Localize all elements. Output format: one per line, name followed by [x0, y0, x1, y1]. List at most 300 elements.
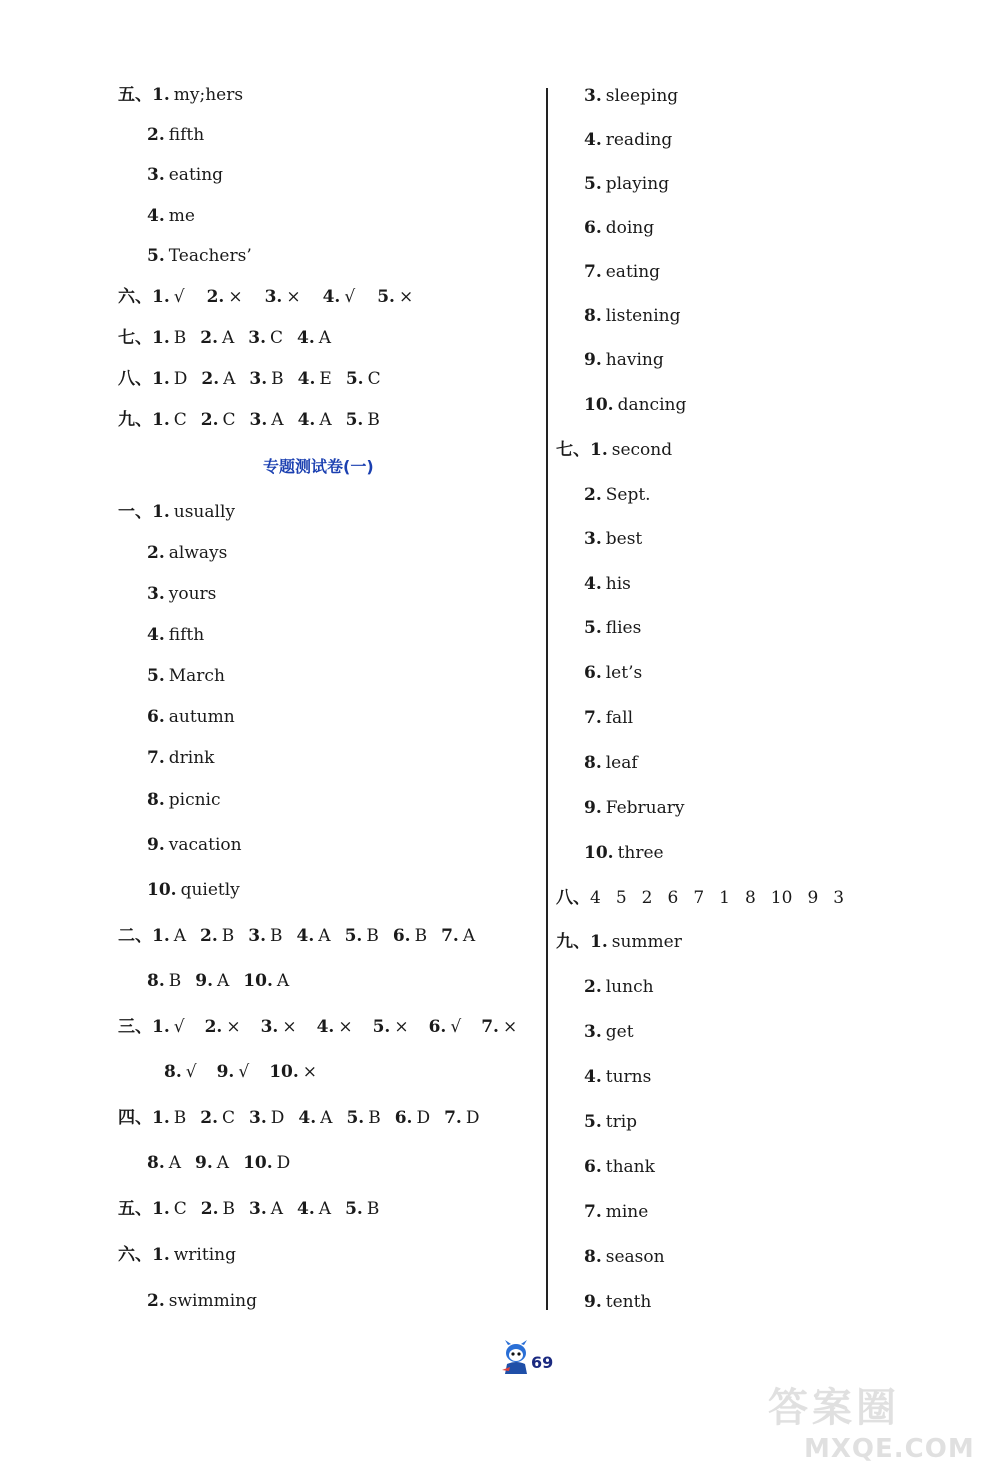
sequence-number: 10 [770, 888, 793, 908]
item-number: 2. [201, 369, 220, 389]
sequence-number: 9 [807, 888, 819, 908]
answer-item [164, 1057, 197, 1087]
item-answer: thank [605, 1157, 655, 1177]
section-label: 九、 [556, 932, 590, 952]
answer-line [584, 345, 664, 375]
item-number: 4. [297, 328, 315, 348]
answer-item [205, 1012, 241, 1042]
answer-item [298, 364, 332, 394]
item-answer: A [222, 328, 235, 348]
item-answer: C [222, 1108, 236, 1128]
item-answer: get [605, 1022, 634, 1042]
answer-item [152, 1012, 185, 1042]
answer-line [147, 579, 216, 609]
item-answer: B [367, 410, 380, 430]
item-answer: leaf [605, 753, 638, 773]
answer-item [429, 1012, 462, 1042]
answer-item [200, 323, 234, 353]
item-answer: vacation [168, 835, 242, 855]
item-number: 2. [147, 125, 165, 145]
item-answer: C [270, 328, 284, 348]
answer-item [345, 921, 379, 951]
answer-item [265, 282, 301, 312]
item-answer: A [318, 328, 332, 348]
answer-item [201, 364, 235, 394]
item-answer: D [270, 1108, 285, 1128]
item-answer: × [394, 1017, 409, 1037]
item-number: 3. [249, 1199, 267, 1219]
item-answer: D [465, 1108, 480, 1128]
answer-item [147, 1148, 181, 1178]
item-number: 6. [392, 926, 411, 946]
item-answer: usually [173, 502, 235, 522]
section-label: 三、 [118, 1017, 152, 1037]
answer-item [152, 921, 186, 951]
answer-item [217, 1057, 250, 1087]
item-answer: quietly [180, 880, 240, 900]
answer-line [147, 1286, 257, 1316]
answer-line [556, 927, 682, 957]
answer-item [195, 966, 229, 996]
item-answer: listening [605, 306, 681, 326]
item-answer: B [414, 926, 428, 946]
item-number: 9. [584, 1292, 602, 1312]
item-answer: season [605, 1247, 665, 1267]
answer-line [584, 658, 642, 688]
item-answer: doing [605, 218, 655, 238]
answer-line [584, 1107, 637, 1137]
answer-line [584, 390, 686, 420]
item-number: 10. [584, 395, 614, 415]
item-answer: √ [450, 1017, 462, 1037]
item-number: 2. [584, 485, 602, 505]
item-number: 1. [590, 932, 608, 952]
answer-row [118, 1103, 493, 1133]
answer-item [152, 405, 187, 435]
answer-item [147, 966, 181, 996]
answer-line [584, 569, 631, 599]
item-number: 3. [249, 410, 268, 430]
item-answer: playing [605, 174, 670, 194]
item-number: 9. [216, 1062, 235, 1082]
item-answer: D [276, 1153, 291, 1173]
item-answer: C [367, 369, 381, 389]
column-divider [546, 88, 548, 1310]
item-answer: his [605, 574, 631, 594]
item-number: 9. [147, 835, 165, 855]
item-number: 4. [584, 1067, 602, 1087]
item-answer: reading [605, 130, 673, 150]
item-number: 4. [316, 1017, 335, 1037]
section-label: 一、 [118, 502, 152, 522]
item-answer: C [173, 410, 187, 430]
item-number: 8. [147, 971, 165, 991]
section-label: 六、 [118, 1245, 152, 1265]
item-answer: A [223, 369, 236, 389]
item-answer: √ [238, 1062, 250, 1082]
item-answer: B [366, 926, 379, 946]
item-answer: B [366, 1199, 380, 1219]
item-answer: summer [611, 932, 682, 952]
item-number: 3. [260, 1017, 279, 1037]
watermark-logo-text: 答案圈 [768, 1385, 900, 1431]
answer-item [444, 1103, 479, 1133]
sequence-number: 3 [833, 888, 845, 908]
item-answer: B [270, 926, 283, 946]
item-number: 2. [206, 287, 225, 307]
item-number: 2. [200, 1108, 218, 1128]
item-answer: × [282, 1017, 297, 1037]
item-answer: turns [605, 1067, 652, 1087]
answer-item [317, 1012, 353, 1042]
item-answer: eating [605, 262, 661, 282]
item-answer: February [605, 798, 685, 818]
item-number: 4. [147, 206, 165, 226]
item-answer: eating [168, 165, 224, 185]
answer-line [584, 257, 660, 287]
item-answer: March [168, 666, 225, 686]
item-answer: B [173, 328, 187, 348]
item-number: 3. [248, 328, 267, 348]
item-answer: × [502, 1017, 518, 1037]
sequence-number: 7 [693, 888, 705, 908]
section-label: 九、 [118, 410, 152, 430]
answer-item [481, 1012, 517, 1042]
item-answer: √ [173, 1017, 185, 1037]
answer-line [147, 661, 225, 691]
answer-line [118, 497, 235, 527]
item-answer: A [462, 926, 476, 946]
item-number: 6. [584, 663, 602, 683]
item-number: 1. [152, 502, 170, 522]
item-number: 2. [584, 977, 602, 997]
item-answer: D [416, 1108, 431, 1128]
item-number: 9. [195, 1153, 213, 1173]
sequence-number: 6 [667, 888, 679, 908]
item-answer: B [221, 926, 235, 946]
answer-line [584, 1242, 665, 1272]
section-label: 五、 [118, 85, 152, 105]
item-answer: × [338, 1017, 353, 1037]
section-label: 七、 [118, 328, 152, 348]
answer-line [118, 80, 243, 110]
item-number: 3. [584, 86, 602, 106]
section-label: 八、 [118, 369, 152, 389]
answer-line [147, 620, 204, 650]
item-number: 8. [164, 1062, 182, 1082]
item-number: 6. [584, 218, 602, 238]
item-number: 5. [584, 1112, 602, 1132]
item-answer: × [302, 1062, 318, 1082]
answer-item [201, 1194, 235, 1224]
item-number: 2. [200, 328, 218, 348]
item-number: 9. [584, 798, 602, 818]
page-number: 69 [531, 1353, 554, 1372]
item-number: 2. [200, 410, 219, 430]
item-answer: picnic [168, 790, 221, 810]
answer-line [584, 1062, 651, 1092]
answer-line [147, 830, 242, 860]
answer-row [118, 364, 395, 394]
item-answer: A [318, 926, 331, 946]
item-number: 2. [204, 1017, 223, 1037]
item-number: 4. [322, 287, 341, 307]
item-answer: A [318, 1199, 332, 1219]
item-answer: three [617, 843, 664, 863]
item-answer: A [319, 410, 332, 430]
answer-line [584, 1197, 648, 1227]
item-number: 5. [584, 618, 602, 638]
sequence-number: 8 [744, 888, 756, 908]
answer-item [346, 405, 380, 435]
answer-item [298, 1103, 332, 1133]
item-answer: Sept. [605, 485, 651, 505]
item-number: 3. [584, 1022, 602, 1042]
item-number: 9. [195, 971, 213, 991]
item-answer: A [168, 1153, 182, 1173]
answer-line [584, 703, 633, 733]
item-number: 10. [584, 843, 614, 863]
item-answer: A [320, 1108, 333, 1128]
item-number: 8. [584, 1247, 602, 1267]
item-number: 8. [584, 753, 602, 773]
answer-line [147, 160, 223, 190]
item-answer: A [270, 1199, 284, 1219]
item-answer: sleeping [605, 86, 679, 106]
item-number: 1. [152, 1108, 170, 1128]
item-number: 6. [428, 1017, 447, 1037]
answer-item [248, 323, 283, 353]
item-number: 7. [441, 926, 459, 946]
sequence-number: 4 [590, 888, 601, 908]
item-answer: A [216, 1153, 230, 1173]
answer-line [584, 1287, 651, 1317]
answer-item [249, 1103, 284, 1133]
item-answer: always [168, 543, 228, 563]
answer-line [584, 838, 664, 868]
item-number: 5. [147, 666, 165, 686]
answer-item [152, 364, 187, 394]
answer-line [147, 785, 221, 815]
answer-line [584, 748, 638, 778]
answer-line [584, 213, 654, 243]
item-number: 8. [147, 1153, 165, 1173]
item-number: 7. [444, 1108, 462, 1128]
answer-item [248, 921, 282, 951]
item-number: 1. [152, 328, 170, 348]
answer-line [584, 524, 642, 554]
answer-line [584, 169, 669, 199]
answer-item [323, 282, 356, 312]
answer-item [243, 966, 289, 996]
item-answer: dancing [617, 395, 687, 415]
item-answer: × [286, 287, 301, 307]
answer-item [261, 1012, 297, 1042]
item-number: 6. [147, 707, 165, 727]
item-number: 1. [152, 287, 170, 307]
answer-row [164, 1057, 337, 1087]
item-answer: having [605, 350, 664, 370]
item-number: 7. [584, 1202, 602, 1222]
item-answer: C [173, 1199, 187, 1219]
item-number: 1. [152, 1017, 170, 1037]
item-number: 5. [345, 1199, 363, 1219]
answer-line [584, 613, 641, 643]
item-answer: autumn [168, 707, 235, 727]
item-number: 3. [248, 926, 267, 946]
item-number: 7. [147, 748, 165, 768]
watermark-url: MXQE.COM [804, 1434, 975, 1464]
answer-row [118, 323, 345, 353]
test-title: 专题测试卷(一) [263, 457, 374, 476]
item-number: 7. [584, 708, 602, 728]
item-answer: × [228, 287, 243, 307]
item-number: 5. [345, 369, 364, 389]
item-number: 3. [584, 529, 602, 549]
answer-item [207, 282, 243, 312]
answer-row [118, 405, 394, 435]
item-number: 8. [147, 790, 165, 810]
answer-line [147, 241, 252, 271]
answer-line [147, 743, 214, 773]
item-number: 7. [481, 1017, 499, 1037]
answer-row [118, 1012, 537, 1042]
item-answer: drink [168, 748, 215, 768]
item-number: 5. [346, 1108, 365, 1128]
item-answer: fifth [168, 125, 205, 145]
section-label: 四、 [118, 1108, 152, 1128]
section-label: 八、 [556, 888, 590, 908]
item-number: 4. [296, 926, 315, 946]
answer-line [584, 301, 680, 331]
answer-item [200, 921, 234, 951]
item-number: 4. [298, 1108, 317, 1128]
item-answer: second [611, 440, 673, 460]
answer-row [118, 1194, 393, 1224]
item-answer: A [217, 971, 230, 991]
item-answer: √ [185, 1062, 197, 1082]
sequence-number: 5 [615, 888, 627, 908]
item-answer: A [173, 926, 187, 946]
answer-item [152, 323, 186, 353]
item-number: 8. [584, 306, 602, 326]
answer-item [297, 323, 331, 353]
answer-item [395, 1103, 430, 1133]
item-answer: best [605, 529, 643, 549]
answer-line [584, 1017, 634, 1047]
answer-line [584, 1152, 655, 1182]
item-number: 4. [297, 410, 316, 430]
item-number: 4. [297, 1199, 315, 1219]
item-number: 1. [152, 1199, 170, 1219]
answer-line [147, 538, 227, 568]
sequence-number: 2 [641, 888, 653, 908]
item-number: 10. [147, 880, 177, 900]
item-answer: me [168, 206, 195, 226]
cartoon-mascot-icon [500, 1340, 532, 1376]
item-answer: lunch [605, 977, 654, 997]
item-answer: tenth [605, 1292, 652, 1312]
section-label: 二、 [118, 926, 152, 946]
item-number: 10. [269, 1062, 299, 1082]
sequence-number: 1 [719, 888, 730, 908]
item-number: 2. [200, 926, 218, 946]
answer-line [584, 793, 685, 823]
item-answer: C [222, 410, 236, 430]
item-answer: E [319, 369, 332, 389]
section-label: 五、 [118, 1199, 152, 1219]
answer-line [147, 120, 204, 150]
item-answer: trip [605, 1112, 638, 1132]
answer-line [584, 81, 678, 111]
item-number: 4. [584, 130, 602, 150]
answer-item [152, 1194, 187, 1224]
item-answer: my;hers [173, 85, 244, 105]
answer-row [147, 1148, 304, 1178]
item-number: 2. [147, 543, 165, 563]
item-number: 5. [377, 287, 395, 307]
answer-item [250, 405, 284, 435]
answer-item [201, 405, 236, 435]
answer-item [346, 364, 381, 394]
item-number: 1. [152, 926, 170, 946]
answer-line [584, 480, 651, 510]
item-number: 1. [152, 1245, 170, 1265]
item-answer: writing [173, 1245, 236, 1265]
item-number: 3. [249, 369, 268, 389]
item-answer: let’s [605, 663, 643, 683]
item-number: 10. [243, 1153, 273, 1173]
item-number: 3. [147, 584, 165, 604]
item-answer: √ [173, 287, 185, 307]
answer-line [584, 125, 672, 155]
answer-line [556, 435, 672, 465]
ordering-answer-row [556, 883, 859, 913]
item-number: 3. [249, 1108, 267, 1128]
answer-item [297, 921, 331, 951]
site-watermark [768, 1376, 993, 1468]
item-number: 1. [152, 85, 170, 105]
answer-item [152, 1103, 186, 1133]
item-answer: × [398, 287, 414, 307]
item-number: 5. [345, 410, 364, 430]
answer-item [345, 1194, 379, 1224]
item-number: 2. [200, 1199, 219, 1219]
item-number: 4. [297, 369, 316, 389]
item-answer: B [173, 1108, 187, 1128]
item-number: 9. [584, 350, 602, 370]
item-number: 3. [264, 287, 283, 307]
answer-line [147, 702, 235, 732]
item-answer: √ [344, 287, 356, 307]
answer-item [243, 1148, 290, 1178]
answer-line [118, 1240, 236, 1270]
answer-item [298, 405, 332, 435]
answer-item [373, 1012, 409, 1042]
item-answer: B [368, 1108, 381, 1128]
item-answer: A [276, 971, 290, 991]
item-answer: fifth [168, 625, 205, 645]
section-label: 七、 [556, 440, 590, 460]
item-answer: B [222, 1199, 236, 1219]
item-answer: mine [605, 1202, 649, 1222]
answer-line [147, 201, 195, 231]
answer-item [269, 1057, 317, 1087]
item-number: 6. [584, 1157, 602, 1177]
item-answer: × [226, 1017, 241, 1037]
item-number: 5. [147, 246, 165, 266]
item-answer: fall [605, 708, 634, 728]
